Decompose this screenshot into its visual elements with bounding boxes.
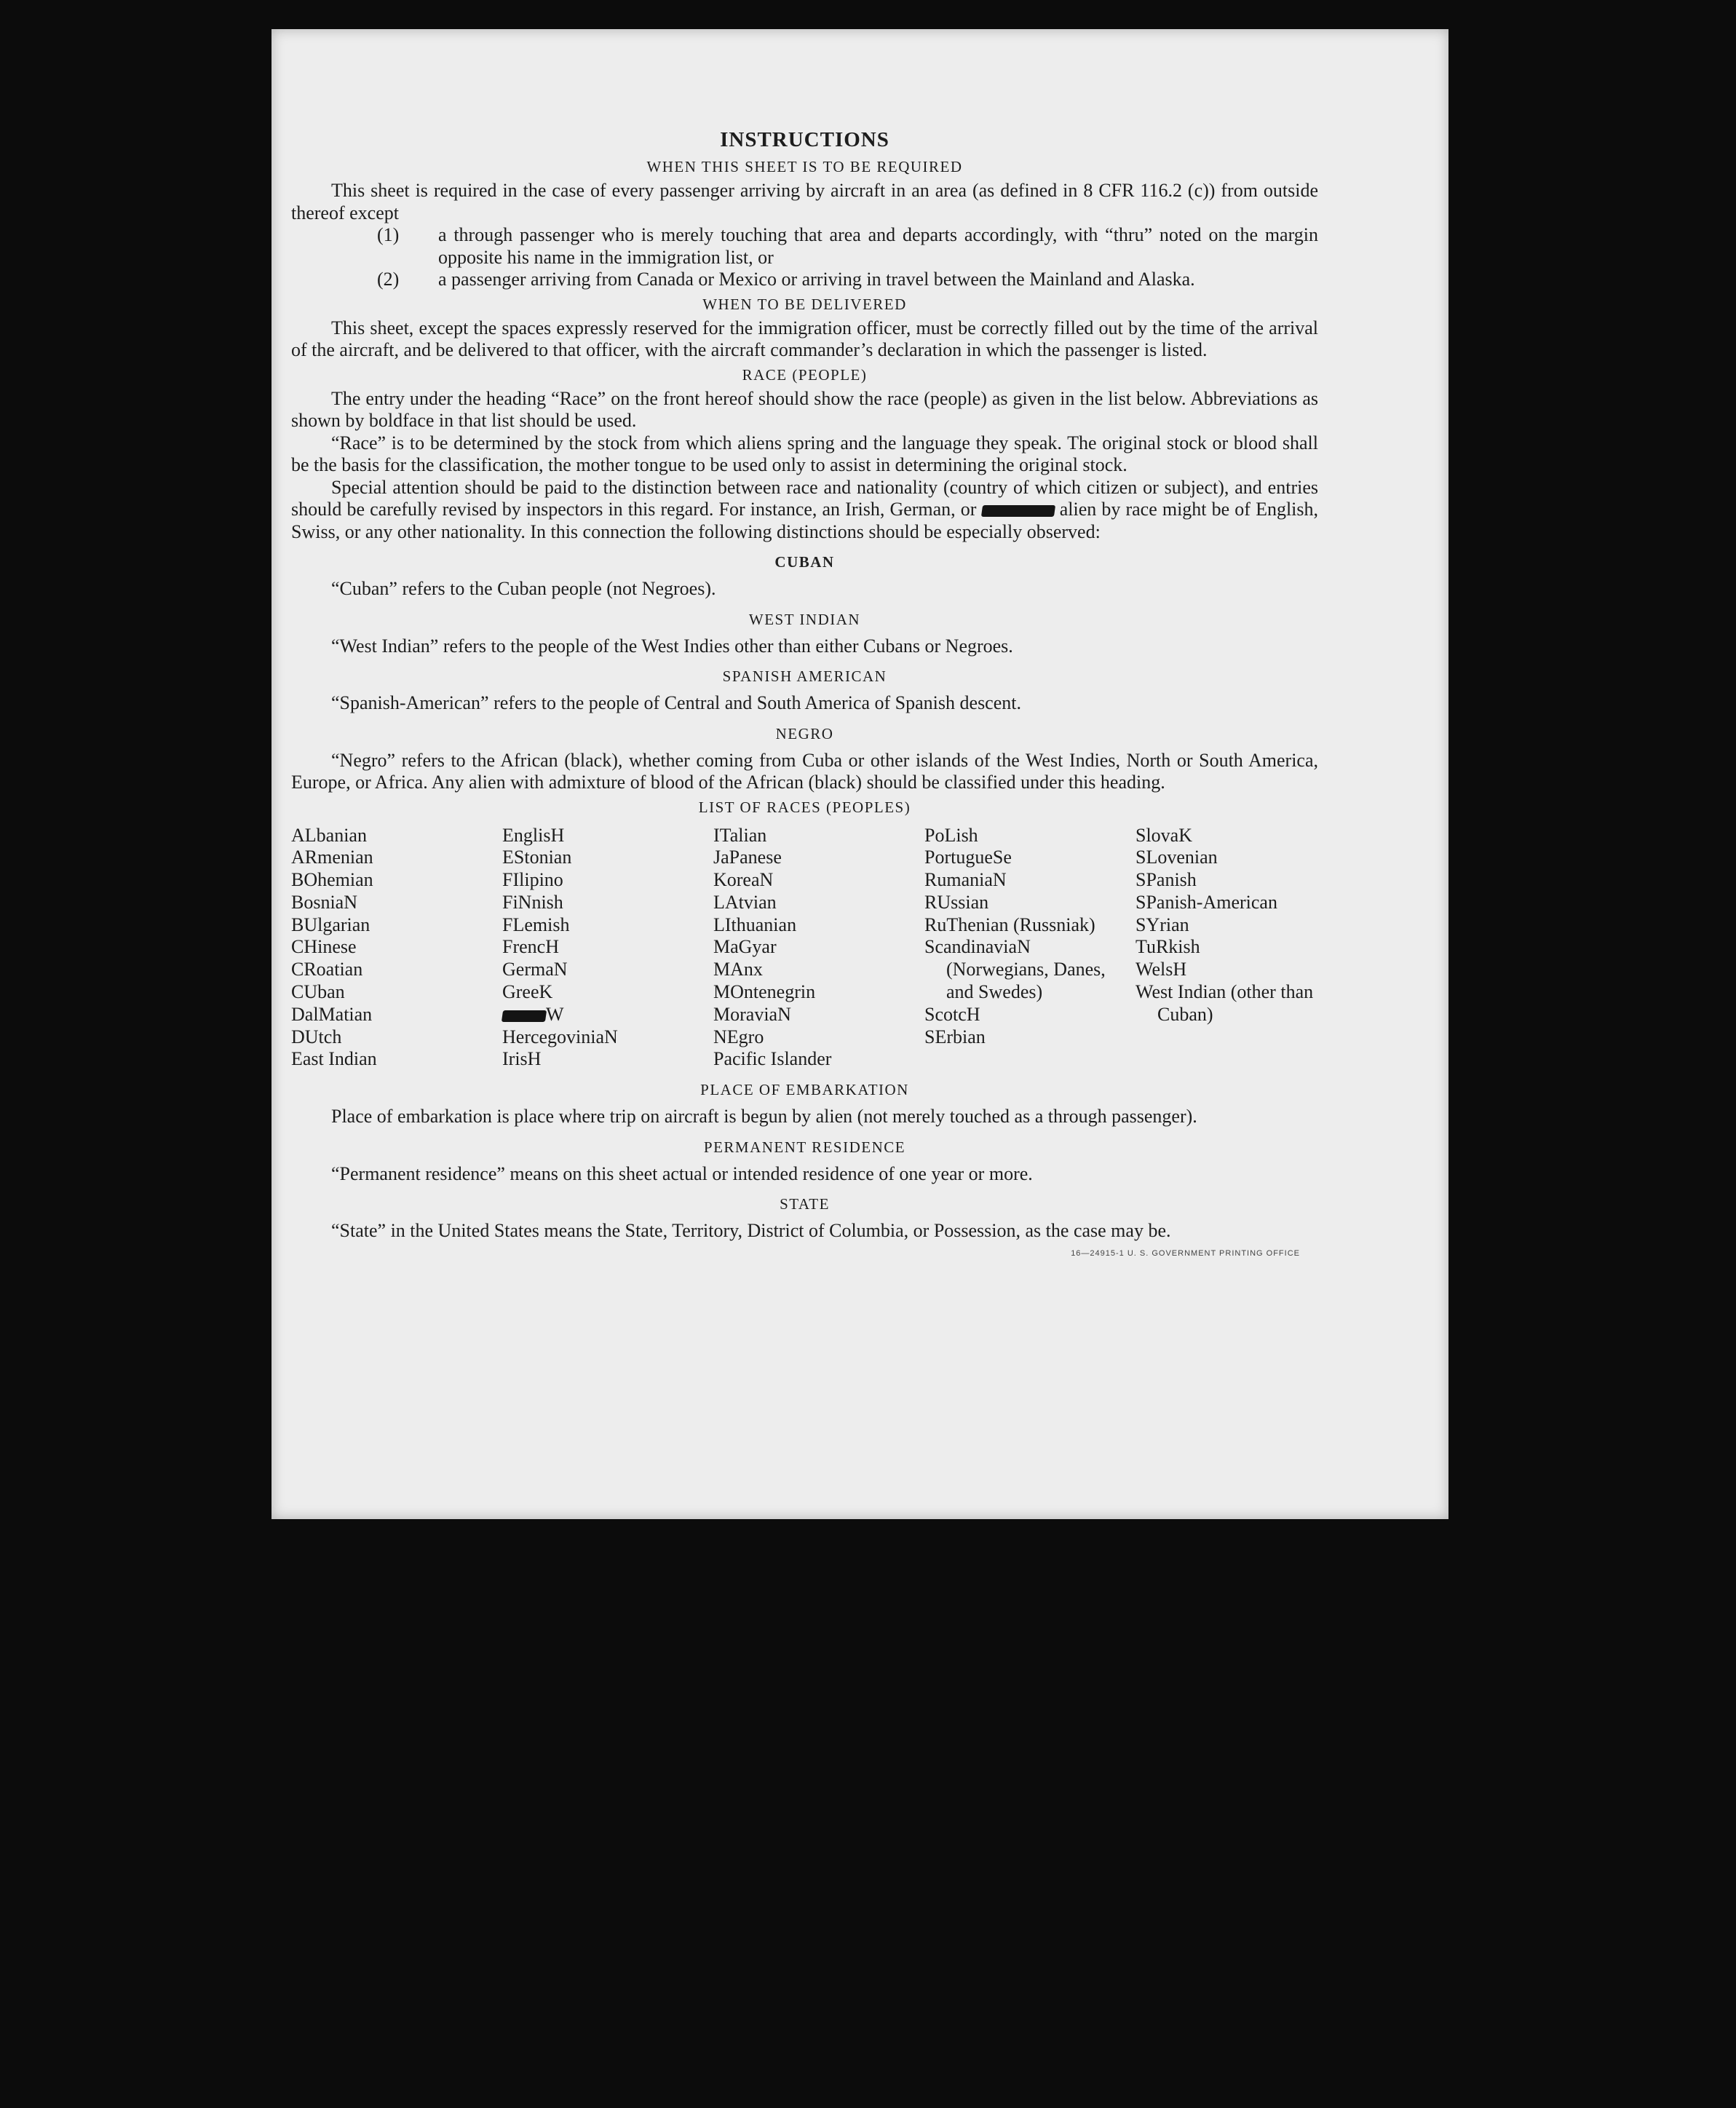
item-number: (1) <box>377 224 400 245</box>
residence-text: “Permanent residence” means on this sheet actual or intended residence of one year or more. <box>331 1162 1033 1184</box>
race-entry: ITalian <box>713 824 767 846</box>
redaction-mark <box>980 505 1055 517</box>
race-entry: SErbian <box>924 1026 986 1047</box>
heading-delivered: WHEN TO BE DELIVERED <box>702 295 907 313</box>
race-paragraph-3 <box>291 477 1318 544</box>
races-column-5 <box>1135 825 1318 1071</box>
heading-required: WHEN THIS SHEET IS TO BE REQUIRED <box>646 158 963 175</box>
race-paragraph-3-end: alien by race might be of English, Swiss, or any other nationality. In this connection the following distinctions should be especially observed: <box>291 499 1319 542</box>
race-entry: SPanish-American <box>1135 891 1277 913</box>
race-entry: RumaniaN <box>924 869 1007 891</box>
race-entry: Pacific Islander <box>713 1048 832 1070</box>
race-entry: NEgro <box>713 1026 764 1047</box>
heading-embarkation: PLACE OF EMBARKATION <box>700 1081 909 1099</box>
race-paragraph-1: The entry under the heading “Race” on the front hereof should show the race (people) as given in the list below. Abbreviations as shown by boldface in that list should be used. <box>291 387 1318 431</box>
race-paragraph-2: “Race” is to be determined by the stock from which aliens spring and the language they speak. The original stock or blood shall be the basis for the classification, the mother tongue to be used only to assist in determining the original stock. <box>291 432 1318 475</box>
race-entry: HercegoviniaN <box>502 1026 618 1047</box>
race-entry: GermaN <box>502 959 568 980</box>
race-entry: BOhemian <box>291 869 373 891</box>
races-column-2 <box>502 825 713 1071</box>
race-entry-redacted <box>502 1004 713 1026</box>
race-entry: KoreaN <box>713 869 774 891</box>
race-entry: PoLish <box>924 824 978 846</box>
race-entry: TuRkish <box>1135 936 1200 958</box>
heading-spanish-american: SPANISH AMERICAN <box>722 667 887 685</box>
race-entry: EnglisH <box>502 824 565 846</box>
race-entry: RuThenian (Russniak) <box>924 914 1095 935</box>
race-entry: EStonian <box>502 847 572 868</box>
race-entry: DalMatian <box>291 1003 373 1025</box>
race-entry: East Indian <box>291 1048 377 1070</box>
race-entry: ALbanian <box>291 824 367 846</box>
instructions-content <box>291 127 1318 1264</box>
redacted-suffix: W <box>546 1003 564 1025</box>
printer-mark: 16—24915-1 U. S. GOVERNMENT PRINTING OFFICE <box>1071 1248 1300 1258</box>
race-entry: West Indian (other than Cuban) <box>1135 981 1314 1025</box>
races-column-1 <box>291 825 502 1071</box>
race-entry: FrencH <box>502 936 559 958</box>
negro-text: “Negro” refers to the African (black), whether coming from Cuba or other islands of the West Indies, North or South America, Europe, or Africa. Any alien with admixture of blood of the African (black) should be classified under this heading. <box>291 749 1318 793</box>
west-indian-text: “West Indian” refers to the people of the West Indies other than either Cubans or Negroes. <box>331 635 1013 657</box>
redaction-mark <box>502 1010 547 1022</box>
race-entry: ScotcH <box>924 1003 980 1025</box>
heading-negro: NEGRO <box>775 724 834 742</box>
heading-cuban: CUBAN <box>774 553 835 571</box>
race-paragraph-3-start: Special attention should be paid to the distinction between race and nationality (country of which citizen or subject), and entries should be carefully revised by inspectors in this regard. For instance, an Irish, German, or <box>291 476 1318 520</box>
race-entry: SYrian <box>1135 914 1189 935</box>
race-entry: PortugueSe <box>924 847 1012 868</box>
item-text: a through passenger who is merely touching that area and departs accordingly, with “thru” noted on the margin opposite his name in the immigration list, or <box>438 224 1318 268</box>
race-entry: CUban <box>291 981 345 1003</box>
document-sheet <box>272 29 1448 1519</box>
race-entry: LIthuanian <box>713 914 797 935</box>
race-entry: FLemish <box>502 914 570 935</box>
footer <box>291 1243 1318 1265</box>
heading-state: STATE <box>780 1195 830 1213</box>
race-entry: SlovaK <box>1135 824 1192 846</box>
race-entry: ScandinaviaN (Norwegians, Danes, and Swedes) <box>924 936 1106 1003</box>
race-entry: CHinese <box>291 936 357 958</box>
spanish-american-text: “Spanish-American” refers to the people of Central and South America of Spanish descent. <box>331 692 1021 713</box>
race-entry: BosniaN <box>291 891 357 913</box>
heading-list-of-races: LIST OF RACES (PEOPLES) <box>698 798 911 816</box>
item-number: (2) <box>377 269 400 290</box>
page-title: INSTRUCTIONS <box>720 128 889 151</box>
race-entry: BUlgarian <box>291 914 370 935</box>
race-entry: JaPanese <box>713 847 782 868</box>
delivered-text: This sheet, except the spaces expressly reserved for the immigration officer, must be correctly filled out by the time of the arrival of the aircraft, and be delivered to that officer, with the aircraft commander’s declaration in which the passenger is listed. <box>291 317 1318 360</box>
race-entry: RUssian <box>924 891 989 913</box>
list-item <box>291 224 1318 269</box>
races-list <box>291 825 1318 1071</box>
race-entry: CRoatian <box>291 959 363 980</box>
race-entry: DUtch <box>291 1026 342 1047</box>
races-column-3 <box>713 825 924 1071</box>
list-item <box>291 269 1318 291</box>
race-entry: IrisH <box>502 1048 542 1070</box>
race-entry: MAnx <box>713 959 763 980</box>
race-entry: ARmenian <box>291 847 373 868</box>
required-intro: This sheet is required in the case of every passenger arriving by aircraft in an area (as defined in 8 CFR 116.2 (c)) from outside thereof except <box>291 180 1318 223</box>
race-entry: SPanish <box>1135 869 1197 891</box>
race-entry: MaGyar <box>713 936 777 958</box>
race-entry: MoraviaN <box>713 1003 791 1025</box>
heading-residence: PERMANENT RESIDENCE <box>703 1138 906 1156</box>
heading-race: RACE (PEOPLE) <box>742 365 868 384</box>
state-text: “State” in the United States means the State, Territory, District of Columbia, or Possession, as the case may be. <box>331 1220 1171 1242</box>
races-column-4 <box>924 825 1135 1071</box>
race-entry: FIlipino <box>502 869 563 891</box>
race-entry: FiNnish <box>502 891 563 913</box>
item-text: a passenger arriving from Canada or Mexico or arriving in travel between the Mainland and Alaska. <box>438 269 1195 290</box>
race-entry: MOntenegrin <box>713 981 816 1003</box>
race-entry: WelsH <box>1135 959 1187 980</box>
race-entry: SLovenian <box>1135 847 1218 868</box>
embarkation-text: Place of embarkation is place where trip on aircraft is begun by alien (not merely touched as a through passenger). <box>331 1106 1197 1128</box>
race-entry: GreeK <box>502 981 553 1003</box>
cuban-text: “Cuban” refers to the Cuban people (not Negroes). <box>331 578 716 599</box>
race-entry: LAtvian <box>713 891 777 913</box>
heading-west-indian: WEST INDIAN <box>748 610 861 628</box>
